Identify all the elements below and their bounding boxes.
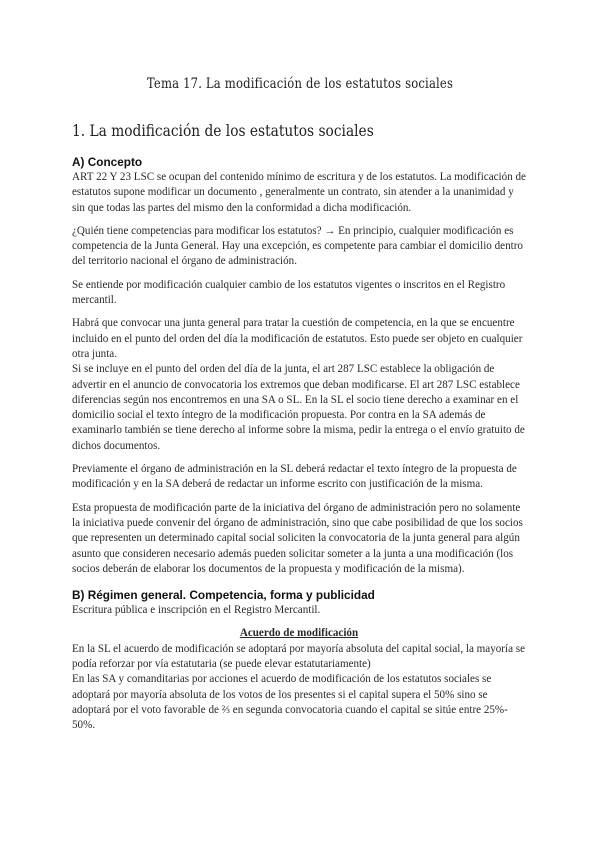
paragraph: Previamente el órgano de administración en la SL deberá redactar el texto íntegro de la propuesta de modificación y en la SA deberá de redactar un informe escrito con justificación de la misma.: [72, 463, 517, 491]
heading-regimen-general: B) Régimen general. Competencia, forma y publicidad: [72, 588, 375, 603]
heading-concepto: A) Concepto: [72, 155, 143, 169]
section-title: 1. La modificación de los estatutos sociales: [72, 121, 374, 140]
document-title: Tema 17. La modificación de los estatutos sociales: [146, 76, 454, 92]
paragraph: En la SL el acuerdo de modificación se adoptará por mayoría absoluta del capital social, la mayoría se podía reforzar por vía estatutaria (se puede elevar estatutariamente): [72, 642, 526, 671]
paragraph: En las SA y comanditarias por acciones el acuerdo de modificación de los estatutos sociales se adoptará por mayoría absoluta de los votos de los presentes si el capital supera el 50% sino se adoptará por el voto favorable de ⅔ en segunda convocatoria cuando el capital se sitúe entre 25%- 50%.: [72, 673, 508, 732]
subheading-acuerdo: Acuerdo de modificación: [239, 627, 359, 640]
paragraph: ¿Quién tiene competencias para modificar los estatutos? → En principio, cualquier modificación es competencia de la Junta General. Hay una excepción, es competente para cambiar el domicilio dentro del territorio nacional el órgano de administración.: [72, 224, 523, 268]
paragraph: Habrá que convocar una junta general para tratar la cuestión de competencia, en la que se encuentre incluido en el punto del orden del día la modificación de estatutos. Esto puede ser objeto en cualquier otra junta.: [72, 317, 523, 360]
paragraph: Escritura pública e inscripción en el Registro Mercantil.: [72, 604, 321, 617]
paragraph: Se entiende por modificación cualquier cambio de los estatutos vigentes o inscritos en el Registro mercantil.: [72, 278, 506, 307]
paragraph: Si se incluye en el punto del orden del día de la junta, el art 287 LSC establece la obligación de advertir en el anuncio de convocatoria los extremos que deban modificarse. El art 287 LSC establece diferencias según nos encontremos en una SA o SL. En la SL el socio tiene derecho a examinar en el domicilio social el texto íntegro de la modificación propuesta. Por contra en la SA además de examinarlo también se tiene derecho al informe sobre la misma, pedir la entrega o el envío gratuito de dichos documentos.: [72, 363, 525, 452]
paragraph: ART 22 Y 23 LSC se ocupan del contenido mínimo de escritura y de los estatutos. La modificación de estatutos supone modificar un documento , generalmente un contrato, sin atender a la unanimidad y sin que todas las partes del mismo den la conformidad a dicha modificación.: [72, 171, 526, 214]
paragraph: Esta propuesta de modificación parte de la iniciativa del órgano de administración pero no solamente la iniciativa puede convenir del órgano de administración, sino que cabe posibilidad de que los socios que representen un determinado capital social soliciten la convocatoria de la junta general para algún asunto que consideren necesario además pueden solicitar someter a la junta a una modificación (los socios deberán de elaborar los documentos de la propuesta y modificación de la misma).: [72, 501, 523, 575]
document-body: [72, 154, 526, 742]
